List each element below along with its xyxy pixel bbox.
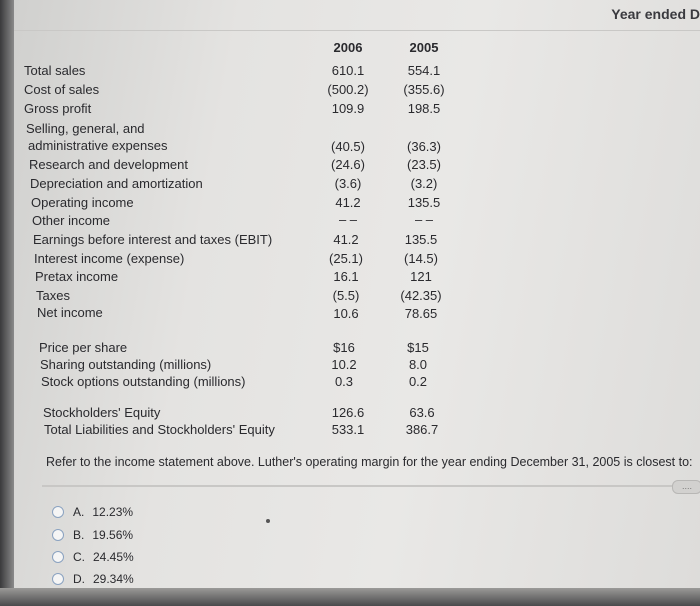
- row-label: Net income: [37, 305, 103, 320]
- row-value-2005: 135.5: [404, 232, 438, 247]
- row-label: Other income: [32, 213, 111, 228]
- option-letter: B.: [73, 528, 85, 542]
- question-divider: [42, 485, 676, 487]
- row-label: administrative expenses: [28, 138, 168, 153]
- option-letter: A.: [73, 505, 85, 519]
- option-letter: C.: [73, 550, 85, 564]
- row-label: Research and development: [29, 157, 188, 172]
- row-value-2005: 8.0: [408, 357, 428, 372]
- row-value-2006: 10.6: [333, 306, 359, 321]
- row-label: Interest income (expense): [34, 251, 185, 266]
- row-label: Cost of sales: [24, 82, 100, 97]
- row-value-2006: 41.2: [335, 195, 361, 210]
- column-header-2006: 2006: [333, 40, 363, 55]
- row-value-2005: 0.2: [408, 374, 428, 389]
- row-value-2005: 554.1: [407, 63, 441, 78]
- option-text: 12.23%: [92, 505, 134, 519]
- row-label: Sharing outstanding (millions): [40, 357, 212, 372]
- row-label: Total sales: [24, 63, 86, 78]
- row-value-2006: (500.2): [327, 82, 369, 97]
- row-label: Operating income: [31, 195, 134, 210]
- column-header-2005: 2005: [409, 40, 439, 55]
- row-label: Stock options outstanding (millions): [41, 374, 246, 389]
- radio-button[interactable]: [52, 573, 64, 585]
- row-label: Stockholders' Equity: [43, 405, 161, 420]
- table-header-year-ended: Year ended D: [611, 6, 700, 22]
- row-value-2005: 78.65: [404, 306, 438, 321]
- answer-option-a[interactable]: [52, 505, 133, 519]
- row-value-2006: 0.3: [334, 374, 354, 389]
- row-value-2006: (40.5): [331, 139, 365, 154]
- row-value-2006: (24.6): [331, 157, 365, 172]
- row-value-2006: (3.6): [334, 176, 362, 191]
- row-label: Price per share: [39, 340, 128, 355]
- row-label: Gross profit: [24, 101, 92, 116]
- row-value-2006: 533.1: [331, 422, 365, 437]
- row-value-2006: 10.2: [331, 357, 357, 372]
- row-value-2005: (14.5): [404, 251, 438, 266]
- answer-option-b[interactable]: [52, 528, 133, 542]
- radio-button[interactable]: [52, 551, 64, 563]
- header-divider: [14, 30, 700, 31]
- monitor-bezel-left: [0, 0, 14, 606]
- radio-button[interactable]: [52, 529, 64, 541]
- more-options-button[interactable]: ....: [672, 480, 700, 494]
- row-value-2005: 386.7: [405, 422, 439, 437]
- option-text: 19.56%: [92, 528, 134, 542]
- row-value-2006: (25.1): [329, 251, 363, 266]
- row-value-2005: (36.3): [407, 139, 441, 154]
- question-text: Refer to the income statement above. Luther's operating margin for the year ending December 31, 2005 is closest to:: [46, 455, 693, 469]
- row-label: Taxes: [36, 288, 70, 303]
- row-value-2005: 198.5: [407, 101, 441, 116]
- row-label: Total Liabilities and Stockholders' Equity: [44, 422, 275, 437]
- row-value-2005: (23.5): [407, 157, 441, 172]
- row-label: Depreciation and amortization: [30, 176, 203, 191]
- row-value-2006: (5.5): [332, 288, 360, 303]
- option-text: 24.45%: [93, 550, 134, 564]
- row-value-2006: $16: [333, 340, 355, 355]
- row-value-2006: 610.1: [331, 63, 365, 78]
- row-value-2005: – –: [414, 212, 434, 227]
- row-value-2006: 41.2: [333, 232, 359, 247]
- row-value-2005: 135.5: [407, 195, 441, 210]
- row-label: Earnings before interest and taxes (EBIT): [33, 232, 273, 247]
- row-value-2006: 109.9: [331, 101, 365, 116]
- answer-option-d[interactable]: [52, 572, 134, 586]
- row-value-2006: – –: [338, 212, 358, 227]
- option-letter: D.: [73, 572, 85, 586]
- monitor-bezel-bottom: [0, 588, 700, 606]
- row-value-2005: (42.35): [400, 288, 442, 303]
- row-value-2005: (3.2): [410, 176, 438, 191]
- answer-option-c[interactable]: [52, 550, 134, 564]
- row-value-2005: 63.6: [409, 405, 435, 420]
- option-text: 29.34%: [93, 572, 134, 586]
- row-value-2005: 121: [410, 269, 432, 284]
- row-value-2005: $15: [407, 340, 429, 355]
- row-label: Pretax income: [35, 269, 119, 284]
- row-value-2005: (355.6): [403, 82, 445, 97]
- row-label: Selling, general, and: [26, 121, 145, 136]
- row-value-2006: 126.6: [331, 405, 365, 420]
- radio-button[interactable]: [52, 506, 64, 518]
- cursor-dot: [266, 519, 270, 523]
- row-value-2006: 16.1: [333, 269, 359, 284]
